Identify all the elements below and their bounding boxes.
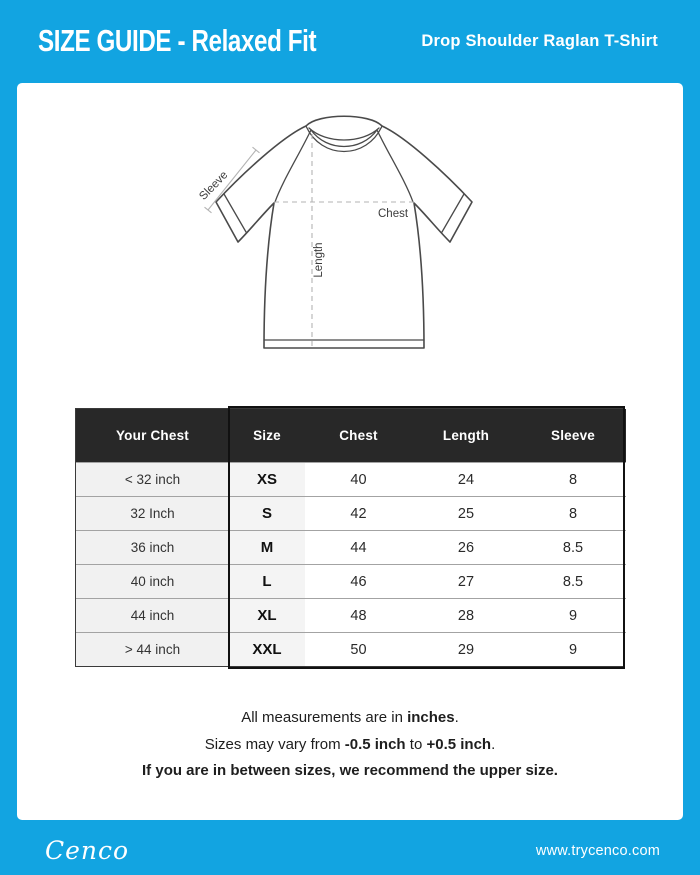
cell-sleeve: 8.5	[520, 530, 626, 564]
size-table	[75, 408, 625, 667]
website-url: www.trycenco.com	[535, 843, 660, 859]
note-line-1: All measurements are in inches.	[241, 709, 459, 726]
cell-size: XXL	[229, 632, 305, 666]
cell-chest: 46	[305, 564, 412, 598]
length-label: Length	[313, 242, 325, 278]
cell-your-chest: 32 Inch	[76, 496, 229, 530]
cell-sleeve: 9	[520, 632, 626, 666]
size-table-grid	[76, 409, 624, 666]
cell-length: 27	[412, 564, 520, 598]
brand-logo: Cenco	[45, 836, 130, 865]
col-header-sleeve: Sleeve	[520, 409, 626, 462]
cell-chest: 42	[305, 496, 412, 530]
cell-length: 24	[412, 462, 520, 496]
cell-length: 29	[412, 632, 520, 666]
content-card	[17, 83, 683, 820]
product-subtitle: Drop Shoulder Raglan T-Shirt	[421, 31, 658, 50]
cell-your-chest: > 44 inch	[76, 632, 229, 666]
note-line-3: If you are in between sizes, we recommend the upper size.	[142, 762, 558, 779]
measurement-notes	[17, 705, 683, 785]
cell-your-chest: < 32 inch	[76, 462, 229, 496]
cell-sleeve: 8	[520, 496, 626, 530]
cell-length: 25	[412, 496, 520, 530]
cell-size: XL	[229, 598, 305, 632]
chest-label: Chest	[378, 208, 409, 220]
cell-your-chest: 40 inch	[76, 564, 229, 598]
cell-chest: 48	[305, 598, 412, 632]
note-line-2: Sizes may vary from -0.5 inch to +0.5 inch.	[204, 735, 496, 753]
cell-sleeve: 9	[520, 598, 626, 632]
col-header-chest: Chest	[305, 409, 412, 462]
cell-size: XS	[229, 462, 305, 496]
cell-size: L	[229, 564, 305, 598]
cell-size: M	[229, 530, 305, 564]
cell-sleeve: 8.5	[520, 564, 626, 598]
cell-chest: 40	[305, 462, 412, 496]
cell-length: 26	[412, 530, 520, 564]
cell-size: S	[229, 496, 305, 530]
cell-chest: 44	[305, 530, 412, 564]
cell-your-chest: 44 inch	[76, 598, 229, 632]
col-header-size: Size	[229, 409, 305, 462]
col-header-length: Length	[412, 409, 520, 462]
tshirt-illustration	[180, 100, 520, 380]
cell-sleeve: 8	[520, 462, 626, 496]
col-header-your-chest: Your Chest	[76, 409, 229, 462]
tshirt-diagram	[180, 100, 520, 380]
cell-your-chest: 36 inch	[76, 530, 229, 564]
cell-length: 28	[412, 598, 520, 632]
cell-chest: 50	[305, 632, 412, 666]
sleeve-label: Sleeve	[197, 169, 231, 203]
page-title: SIZE GUIDE - Relaxed Fit	[38, 23, 317, 58]
